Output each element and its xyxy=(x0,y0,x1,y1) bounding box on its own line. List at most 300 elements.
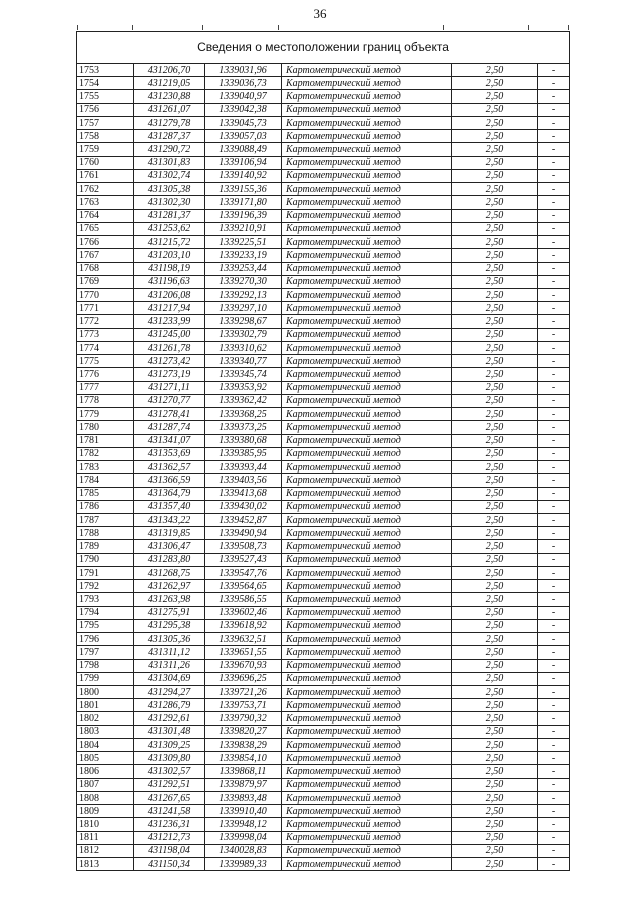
y-coordinate-cell: 1339651,55 xyxy=(205,646,282,659)
y-coordinate-cell: 1339790,32 xyxy=(205,712,282,725)
point-number-cell: 1763 xyxy=(77,196,134,209)
method-cell: Картометрический метод xyxy=(282,394,452,407)
method-cell: Картометрический метод xyxy=(282,606,452,619)
y-coordinate-cell: 1339413,68 xyxy=(205,487,282,500)
accuracy-cell: 2,50 xyxy=(452,262,538,275)
x-coordinate-cell: 431302,30 xyxy=(134,196,205,209)
point-number-cell: 1761 xyxy=(77,169,134,182)
accuracy-cell: 2,50 xyxy=(452,500,538,513)
accuracy-cell: 2,50 xyxy=(452,672,538,685)
x-coordinate-cell: 431319,85 xyxy=(134,527,205,540)
note-cell: - xyxy=(538,540,570,553)
accuracy-cell: 2,50 xyxy=(452,844,538,857)
table-row xyxy=(77,778,569,791)
accuracy-cell: 2,50 xyxy=(452,103,538,116)
note-cell: - xyxy=(538,90,570,103)
x-coordinate-cell: 431215,72 xyxy=(134,236,205,249)
table-row xyxy=(77,130,569,143)
y-coordinate-cell: 1339393,44 xyxy=(205,461,282,474)
method-cell: Картометрический метод xyxy=(282,249,452,262)
table-row xyxy=(77,368,569,381)
y-coordinate-cell: 1339340,77 xyxy=(205,355,282,368)
accuracy-cell: 2,50 xyxy=(452,183,538,196)
method-cell: Картометрический метод xyxy=(282,421,452,434)
x-coordinate-cell: 431311,12 xyxy=(134,646,205,659)
y-coordinate-cell: 1339210,91 xyxy=(205,222,282,235)
method-cell: Картометрический метод xyxy=(282,566,452,579)
accuracy-cell: 2,50 xyxy=(452,831,538,844)
note-cell: - xyxy=(538,513,570,526)
x-coordinate-cell: 431261,07 xyxy=(134,103,205,116)
note-cell: - xyxy=(538,381,570,394)
y-coordinate-cell: 1339225,51 xyxy=(205,236,282,249)
point-number-cell: 1781 xyxy=(77,434,134,447)
accuracy-cell: 2,50 xyxy=(452,474,538,487)
accuracy-cell: 2,50 xyxy=(452,447,538,460)
accuracy-cell: 2,50 xyxy=(452,858,538,871)
point-number-cell: 1766 xyxy=(77,236,134,249)
note-cell: - xyxy=(538,659,570,672)
table-row xyxy=(77,209,569,222)
note-cell: - xyxy=(538,249,570,262)
y-coordinate-cell: 1339632,51 xyxy=(205,633,282,646)
note-cell: - xyxy=(538,844,570,857)
y-coordinate-cell: 1339353,92 xyxy=(205,381,282,394)
table-row xyxy=(77,302,569,315)
note-cell: - xyxy=(538,302,570,315)
y-coordinate-cell: 1339820,27 xyxy=(205,725,282,738)
note-cell: - xyxy=(538,686,570,699)
table-row xyxy=(77,447,569,460)
table-row xyxy=(77,725,569,738)
accuracy-cell: 2,50 xyxy=(452,288,538,301)
note-cell: - xyxy=(538,712,570,725)
point-number-cell: 1809 xyxy=(77,805,134,818)
accuracy-cell: 2,50 xyxy=(452,818,538,831)
method-cell: Картометрический метод xyxy=(282,593,452,606)
point-number-cell: 1802 xyxy=(77,712,134,725)
point-number-cell: 1812 xyxy=(77,844,134,857)
method-cell: Картометрический метод xyxy=(282,262,452,275)
y-coordinate-cell: 1339989,33 xyxy=(205,858,282,871)
y-coordinate-cell: 1339490,94 xyxy=(205,527,282,540)
method-cell: Картометрический метод xyxy=(282,408,452,421)
boundary-table-frame xyxy=(76,31,570,871)
table-row xyxy=(77,156,569,169)
x-coordinate-cell: 431219,05 xyxy=(134,77,205,90)
method-cell: Картометрический метод xyxy=(282,64,452,77)
method-cell: Картометрический метод xyxy=(282,328,452,341)
x-coordinate-cell: 431267,65 xyxy=(134,791,205,804)
accuracy-cell: 2,50 xyxy=(452,275,538,288)
note-cell: - xyxy=(538,156,570,169)
point-number-cell: 1794 xyxy=(77,606,134,619)
note-cell: - xyxy=(538,818,570,831)
accuracy-cell: 2,50 xyxy=(452,381,538,394)
point-number-cell: 1811 xyxy=(77,831,134,844)
y-coordinate-cell: 1339868,11 xyxy=(205,765,282,778)
accuracy-cell: 2,50 xyxy=(452,461,538,474)
y-coordinate-cell: 1339696,25 xyxy=(205,672,282,685)
accuracy-cell: 2,50 xyxy=(452,328,538,341)
x-coordinate-cell: 431287,74 xyxy=(134,421,205,434)
x-coordinate-cell: 431286,79 xyxy=(134,699,205,712)
table-row xyxy=(77,553,569,566)
point-number-cell: 1753 xyxy=(77,64,134,77)
accuracy-cell: 2,50 xyxy=(452,712,538,725)
note-cell: - xyxy=(538,222,570,235)
table-row xyxy=(77,566,569,579)
x-coordinate-cell: 431281,37 xyxy=(134,209,205,222)
point-number-cell: 1779 xyxy=(77,408,134,421)
point-number-cell: 1788 xyxy=(77,527,134,540)
note-cell: - xyxy=(538,355,570,368)
method-cell: Картометрический метод xyxy=(282,633,452,646)
y-coordinate-cell: 1339452,87 xyxy=(205,513,282,526)
y-coordinate-cell: 1339233,19 xyxy=(205,249,282,262)
x-coordinate-cell: 431309,80 xyxy=(134,752,205,765)
table-row xyxy=(77,77,569,90)
x-coordinate-cell: 431364,79 xyxy=(134,487,205,500)
y-coordinate-cell: 1339380,68 xyxy=(205,434,282,447)
y-coordinate-cell: 1339088,49 xyxy=(205,143,282,156)
y-coordinate-cell: 1339031,96 xyxy=(205,64,282,77)
point-number-cell: 1801 xyxy=(77,699,134,712)
method-cell: Картометрический метод xyxy=(282,765,452,778)
table-row xyxy=(77,765,569,778)
note-cell: - xyxy=(538,633,570,646)
y-coordinate-cell: 1339430,02 xyxy=(205,500,282,513)
note-cell: - xyxy=(538,765,570,778)
note-cell: - xyxy=(538,778,570,791)
x-coordinate-cell: 431306,47 xyxy=(134,540,205,553)
point-number-cell: 1785 xyxy=(77,487,134,500)
note-cell: - xyxy=(538,500,570,513)
accuracy-cell: 2,50 xyxy=(452,659,538,672)
y-coordinate-cell: 1339368,25 xyxy=(205,408,282,421)
accuracy-cell: 2,50 xyxy=(452,805,538,818)
x-coordinate-cell: 431301,83 xyxy=(134,156,205,169)
method-cell: Картометрический метод xyxy=(282,302,452,315)
point-number-cell: 1787 xyxy=(77,513,134,526)
table-row xyxy=(77,844,569,857)
accuracy-cell: 2,50 xyxy=(452,143,538,156)
point-number-cell: 1758 xyxy=(77,130,134,143)
x-coordinate-cell: 431273,19 xyxy=(134,368,205,381)
y-coordinate-cell: 1339618,92 xyxy=(205,619,282,632)
accuracy-cell: 2,50 xyxy=(452,302,538,315)
x-coordinate-cell: 431241,58 xyxy=(134,805,205,818)
note-cell: - xyxy=(538,646,570,659)
table-row xyxy=(77,672,569,685)
x-coordinate-cell: 431366,59 xyxy=(134,474,205,487)
note-cell: - xyxy=(538,461,570,474)
note-cell: - xyxy=(538,169,570,182)
x-coordinate-cell: 431305,38 xyxy=(134,183,205,196)
point-number-cell: 1772 xyxy=(77,315,134,328)
accuracy-cell: 2,50 xyxy=(452,699,538,712)
page-number: 36 xyxy=(313,6,327,21)
point-number-cell: 1780 xyxy=(77,421,134,434)
table-row xyxy=(77,64,569,77)
table-row xyxy=(77,328,569,341)
method-cell: Картометрический метод xyxy=(282,103,452,116)
note-cell: - xyxy=(538,394,570,407)
y-coordinate-cell: 1339253,44 xyxy=(205,262,282,275)
y-coordinate-cell: 1339171,80 xyxy=(205,196,282,209)
accuracy-cell: 2,50 xyxy=(452,236,538,249)
note-cell: - xyxy=(538,805,570,818)
method-cell: Картометрический метод xyxy=(282,487,452,500)
point-number-cell: 1804 xyxy=(77,738,134,751)
method-cell: Картометрический метод xyxy=(282,156,452,169)
method-cell: Картометрический метод xyxy=(282,434,452,447)
note-cell: - xyxy=(538,130,570,143)
note-cell: - xyxy=(538,209,570,222)
table-row xyxy=(77,699,569,712)
accuracy-cell: 2,50 xyxy=(452,752,538,765)
point-number-cell: 1777 xyxy=(77,381,134,394)
table-row xyxy=(77,540,569,553)
table-row xyxy=(77,738,569,751)
accuracy-cell: 2,50 xyxy=(452,580,538,593)
point-number-cell: 1792 xyxy=(77,580,134,593)
x-coordinate-cell: 431294,27 xyxy=(134,686,205,699)
accuracy-cell: 2,50 xyxy=(452,686,538,699)
x-coordinate-cell: 431236,31 xyxy=(134,818,205,831)
method-cell: Картометрический метод xyxy=(282,90,452,103)
method-cell: Картометрический метод xyxy=(282,288,452,301)
point-number-cell: 1796 xyxy=(77,633,134,646)
accuracy-cell: 2,50 xyxy=(452,169,538,182)
x-coordinate-cell: 431233,99 xyxy=(134,315,205,328)
point-number-cell: 1782 xyxy=(77,447,134,460)
method-cell: Картометрический метод xyxy=(282,527,452,540)
method-cell: Картометрический метод xyxy=(282,381,452,394)
x-coordinate-cell: 431230,88 xyxy=(134,90,205,103)
point-number-cell: 1765 xyxy=(77,222,134,235)
y-coordinate-cell: 1339508,73 xyxy=(205,540,282,553)
point-number-cell: 1755 xyxy=(77,90,134,103)
y-coordinate-cell: 1339547,76 xyxy=(205,566,282,579)
table-title: Сведения о местоположении границ объекта xyxy=(77,32,569,64)
method-cell: Картометрический метод xyxy=(282,236,452,249)
method-cell: Картометрический метод xyxy=(282,77,452,90)
accuracy-cell: 2,50 xyxy=(452,738,538,751)
accuracy-cell: 2,50 xyxy=(452,553,538,566)
note-cell: - xyxy=(538,328,570,341)
accuracy-cell: 2,50 xyxy=(452,368,538,381)
accuracy-cell: 2,50 xyxy=(452,646,538,659)
table-row xyxy=(77,791,569,804)
x-coordinate-cell: 431309,25 xyxy=(134,738,205,751)
point-number-cell: 1754 xyxy=(77,77,134,90)
accuracy-cell: 2,50 xyxy=(452,487,538,500)
point-number-cell: 1805 xyxy=(77,752,134,765)
method-cell: Картометрический метод xyxy=(282,553,452,566)
x-coordinate-cell: 431206,70 xyxy=(134,64,205,77)
y-coordinate-cell: 1340028,83 xyxy=(205,844,282,857)
y-coordinate-cell: 1339140,92 xyxy=(205,169,282,182)
x-coordinate-cell: 431217,94 xyxy=(134,302,205,315)
table-row xyxy=(77,487,569,500)
note-cell: - xyxy=(538,262,570,275)
method-cell: Картометрический метод xyxy=(282,540,452,553)
note-cell: - xyxy=(538,487,570,500)
table-row xyxy=(77,275,569,288)
table-row xyxy=(77,513,569,526)
note-cell: - xyxy=(538,143,570,156)
table-row xyxy=(77,341,569,354)
accuracy-cell: 2,50 xyxy=(452,90,538,103)
accuracy-cell: 2,50 xyxy=(452,77,538,90)
accuracy-cell: 2,50 xyxy=(452,540,538,553)
method-cell: Картометрический метод xyxy=(282,818,452,831)
point-number-cell: 1806 xyxy=(77,765,134,778)
accuracy-cell: 2,50 xyxy=(452,116,538,129)
accuracy-cell: 2,50 xyxy=(452,765,538,778)
x-coordinate-cell: 431311,26 xyxy=(134,659,205,672)
note-cell: - xyxy=(538,434,570,447)
accuracy-cell: 2,50 xyxy=(452,249,538,262)
y-coordinate-cell: 1339302,79 xyxy=(205,328,282,341)
y-coordinate-cell: 1339838,29 xyxy=(205,738,282,751)
method-cell: Картометрический метод xyxy=(282,686,452,699)
table-row xyxy=(77,805,569,818)
x-coordinate-cell: 431292,61 xyxy=(134,712,205,725)
accuracy-cell: 2,50 xyxy=(452,778,538,791)
x-coordinate-cell: 431253,62 xyxy=(134,222,205,235)
y-coordinate-cell: 1339196,39 xyxy=(205,209,282,222)
point-number-cell: 1757 xyxy=(77,116,134,129)
note-cell: - xyxy=(538,752,570,765)
x-coordinate-cell: 431278,41 xyxy=(134,408,205,421)
table-row xyxy=(77,606,569,619)
table-row xyxy=(77,90,569,103)
point-number-cell: 1808 xyxy=(77,791,134,804)
y-coordinate-cell: 1339670,93 xyxy=(205,659,282,672)
point-number-cell: 1771 xyxy=(77,302,134,315)
x-coordinate-cell: 431270,77 xyxy=(134,394,205,407)
y-coordinate-cell: 1339893,48 xyxy=(205,791,282,804)
table-row xyxy=(77,394,569,407)
method-cell: Картометрический метод xyxy=(282,368,452,381)
x-coordinate-cell: 431302,57 xyxy=(134,765,205,778)
y-coordinate-cell: 1339998,04 xyxy=(205,831,282,844)
accuracy-cell: 2,50 xyxy=(452,791,538,804)
y-coordinate-cell: 1339948,12 xyxy=(205,818,282,831)
accuracy-cell: 2,50 xyxy=(452,633,538,646)
accuracy-cell: 2,50 xyxy=(452,606,538,619)
table-row xyxy=(77,646,569,659)
point-number-cell: 1790 xyxy=(77,553,134,566)
note-cell: - xyxy=(538,858,570,871)
note-cell: - xyxy=(538,725,570,738)
method-cell: Картометрический метод xyxy=(282,130,452,143)
x-coordinate-cell: 431268,75 xyxy=(134,566,205,579)
point-number-cell: 1799 xyxy=(77,672,134,685)
point-number-cell: 1795 xyxy=(77,619,134,632)
table-row xyxy=(77,858,569,871)
y-coordinate-cell: 1339297,10 xyxy=(205,302,282,315)
method-cell: Картометрический метод xyxy=(282,500,452,513)
table-row xyxy=(77,831,569,844)
y-coordinate-cell: 1339385,95 xyxy=(205,447,282,460)
method-cell: Картометрический метод xyxy=(282,752,452,765)
note-cell: - xyxy=(538,580,570,593)
accuracy-cell: 2,50 xyxy=(452,315,538,328)
note-cell: - xyxy=(538,64,570,77)
x-coordinate-cell: 431198,19 xyxy=(134,262,205,275)
y-coordinate-cell: 1339057,03 xyxy=(205,130,282,143)
table-row xyxy=(77,183,569,196)
point-number-cell: 1797 xyxy=(77,646,134,659)
note-cell: - xyxy=(538,527,570,540)
method-cell: Картометрический метод xyxy=(282,315,452,328)
method-cell: Картометрический метод xyxy=(282,474,452,487)
x-coordinate-cell: 431203,10 xyxy=(134,249,205,262)
method-cell: Картометрический метод xyxy=(282,831,452,844)
note-cell: - xyxy=(538,408,570,421)
table-row xyxy=(77,686,569,699)
table-row xyxy=(77,434,569,447)
method-cell: Картометрический метод xyxy=(282,619,452,632)
y-coordinate-cell: 1339345,74 xyxy=(205,368,282,381)
x-coordinate-cell: 431212,73 xyxy=(134,831,205,844)
method-cell: Картометрический метод xyxy=(282,183,452,196)
table-row xyxy=(77,288,569,301)
x-coordinate-cell: 431301,48 xyxy=(134,725,205,738)
y-coordinate-cell: 1339106,94 xyxy=(205,156,282,169)
point-number-cell: 1776 xyxy=(77,368,134,381)
point-number-cell: 1762 xyxy=(77,183,134,196)
table-row xyxy=(77,116,569,129)
accuracy-cell: 2,50 xyxy=(452,222,538,235)
note-cell: - xyxy=(538,103,570,116)
accuracy-cell: 2,50 xyxy=(452,64,538,77)
note-cell: - xyxy=(538,474,570,487)
method-cell: Картометрический метод xyxy=(282,672,452,685)
point-number-cell: 1813 xyxy=(77,858,134,871)
accuracy-cell: 2,50 xyxy=(452,341,538,354)
accuracy-cell: 2,50 xyxy=(452,408,538,421)
coordinates-table xyxy=(77,64,569,870)
table-row xyxy=(77,712,569,725)
point-number-cell: 1810 xyxy=(77,818,134,831)
x-coordinate-cell: 431295,38 xyxy=(134,619,205,632)
method-cell: Картометрический метод xyxy=(282,725,452,738)
accuracy-cell: 2,50 xyxy=(452,619,538,632)
method-cell: Картометрический метод xyxy=(282,646,452,659)
note-cell: - xyxy=(538,236,570,249)
x-coordinate-cell: 431279,78 xyxy=(134,116,205,129)
x-coordinate-cell: 431150,34 xyxy=(134,858,205,871)
y-coordinate-cell: 1339270,30 xyxy=(205,275,282,288)
accuracy-cell: 2,50 xyxy=(452,566,538,579)
x-coordinate-cell: 431271,11 xyxy=(134,381,205,394)
table-row xyxy=(77,381,569,394)
x-coordinate-cell: 431206,08 xyxy=(134,288,205,301)
note-cell: - xyxy=(538,619,570,632)
point-number-cell: 1760 xyxy=(77,156,134,169)
point-number-cell: 1791 xyxy=(77,566,134,579)
point-number-cell: 1756 xyxy=(77,103,134,116)
note-cell: - xyxy=(538,196,570,209)
point-number-cell: 1764 xyxy=(77,209,134,222)
table-row xyxy=(77,143,569,156)
y-coordinate-cell: 1339362,42 xyxy=(205,394,282,407)
accuracy-cell: 2,50 xyxy=(452,196,538,209)
